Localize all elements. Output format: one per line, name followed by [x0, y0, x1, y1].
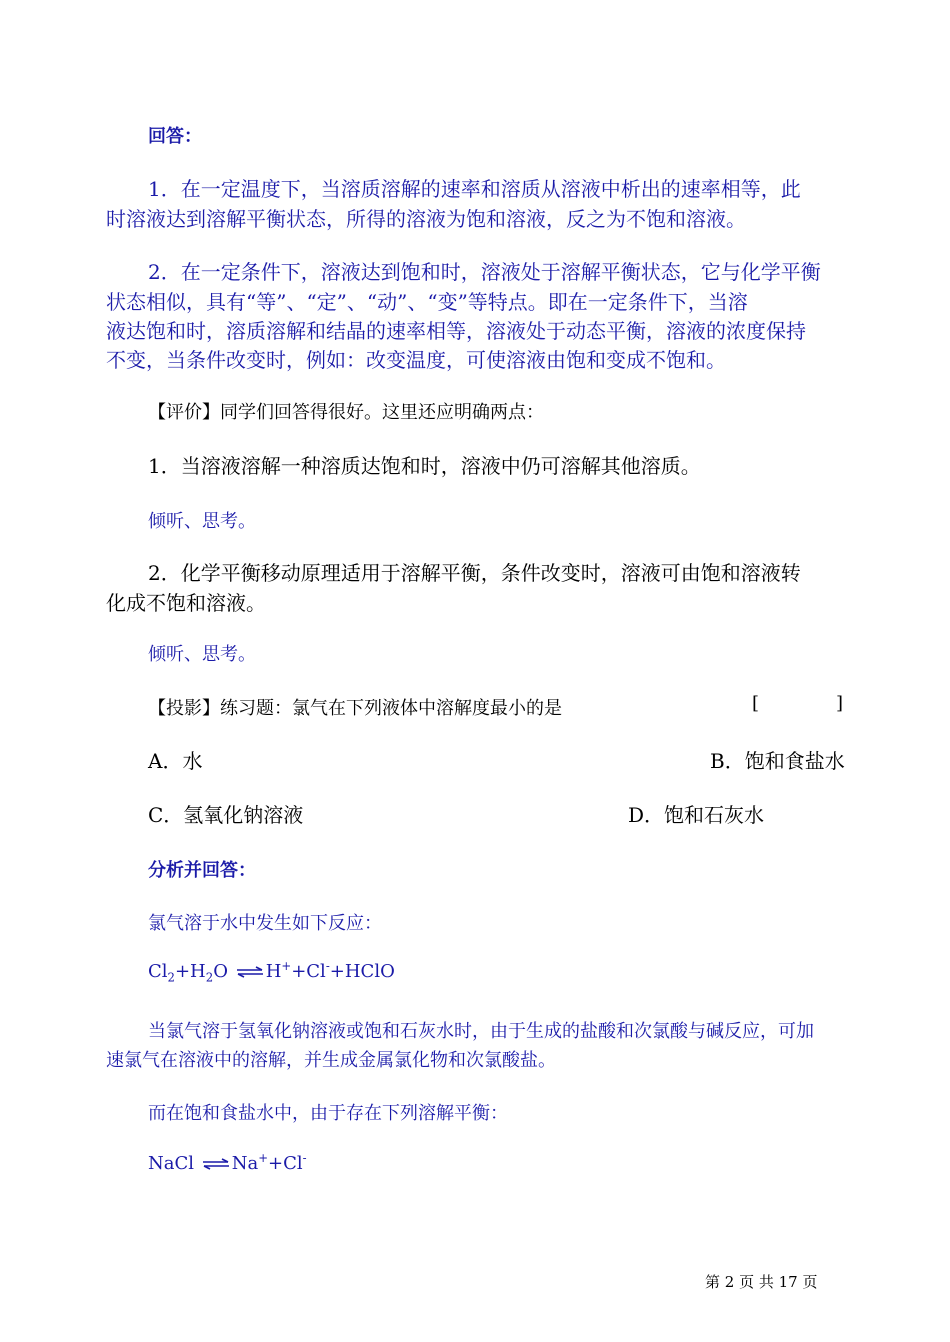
analysis-para-line-1: 当氯气溶于氢氧化钠溶液或饱和石灰水时，由于生成的盐酸和次氯酸与碱反应，可加 — [148, 1021, 814, 1042]
response-listen-1: 倾听、思考。 — [148, 511, 256, 532]
analysis-para-line-2: 速氯气在溶液中的溶解，并生成金属氯化物和次氯酸盐。 — [106, 1050, 556, 1071]
eq1-plus-h: +H — [174, 961, 206, 982]
answer-bracket-close: ] — [836, 693, 844, 714]
eq1-sup-minus: - — [325, 959, 330, 973]
option-c: C．氢氧化钠溶液 — [148, 803, 304, 827]
eq2-sup-minus: - — [302, 1151, 307, 1165]
evaluation-point-2-line-1: 2．化学平衡移动原理适用于溶解平衡，条件改变时，溶液可由饱和溶液转 — [148, 561, 801, 585]
answer-para-2-line-2: 状态相似，具有“等”、“定”、“动”、“变”等特点。即在一定条件下，当溶 — [106, 290, 748, 314]
evaluation-intro: 【评价】同学们回答得很好。这里还应明确两点： — [148, 402, 544, 423]
answer-para-2-line-4: 不变，当条件改变时，例如：改变温度，可使溶液由饱和变成不饱和。 — [106, 348, 726, 372]
option-a: A．水 — [148, 749, 203, 773]
eq1-sub-2: 2 — [167, 970, 175, 985]
eq1-sub-2b: 2 — [205, 970, 214, 985]
answer-heading: 回答： — [148, 126, 202, 147]
page-number: 第 2 页 共 17 页 — [705, 1273, 818, 1291]
eq2-sup-plus: + — [258, 1151, 269, 1165]
eq1-tail: +HClO — [329, 961, 395, 982]
equation-chlorine-water — [148, 959, 395, 985]
option-b: B．饱和食盐水 — [710, 749, 845, 773]
eq1-o: O — [213, 961, 228, 982]
equation-nacl — [148, 1153, 307, 1174]
answer-para-2-line-3: 液达饱和时，溶质溶解和结晶的速率相等，溶液处于动态平衡，溶液的浓度保持 — [106, 319, 806, 343]
eq2-nacl: NaCl — [148, 1153, 195, 1174]
eq1-plus-cl: +Cl — [291, 961, 326, 982]
eq1-cl: Cl — [148, 961, 168, 982]
answer-para-1-line-2: 时溶液达到溶解平衡状态，所得的溶液为饱和溶液，反之为不饱和溶液。 — [106, 207, 746, 231]
answer-para-1-line-1: 1．在一定温度下，当溶质溶解的速率和溶质从溶液中析出的速率相等，此 — [148, 177, 801, 201]
response-listen-2: 倾听、思考。 — [148, 644, 256, 665]
evaluation-point-2-line-2: 化成不饱和溶液。 — [106, 591, 266, 615]
eq1-h: H — [265, 961, 282, 982]
answer-bracket-open: [ — [752, 693, 760, 714]
answer-para-2-line-1: 2．在一定条件下，溶液达到饱和时，溶液处于溶解平衡状态，它与化学平衡 — [148, 260, 821, 284]
analysis-heading: 分析并回答： — [148, 860, 256, 881]
option-d: D．饱和石灰水 — [628, 803, 765, 827]
eq2-na: Na — [231, 1153, 259, 1174]
exercise-question: 【投影】练习题：氯气在下列液体中溶解度最小的是 — [148, 698, 562, 719]
evaluation-point-1: 1．当溶液溶解一种溶质达饱和时，溶液中仍可溶解其他溶质。 — [148, 454, 701, 478]
analysis-intro: 氯气溶于水中发生如下反应： — [148, 913, 382, 934]
analysis-intro-2: 而在饱和食盐水中，由于存在下列溶解平衡： — [148, 1103, 508, 1124]
eq2-plus-cl: +Cl — [268, 1153, 303, 1174]
equilibrium-arrow-icon — [236, 966, 264, 978]
equilibrium-arrow-icon — [202, 1158, 230, 1170]
eq1-sup-plus: + — [281, 959, 292, 973]
